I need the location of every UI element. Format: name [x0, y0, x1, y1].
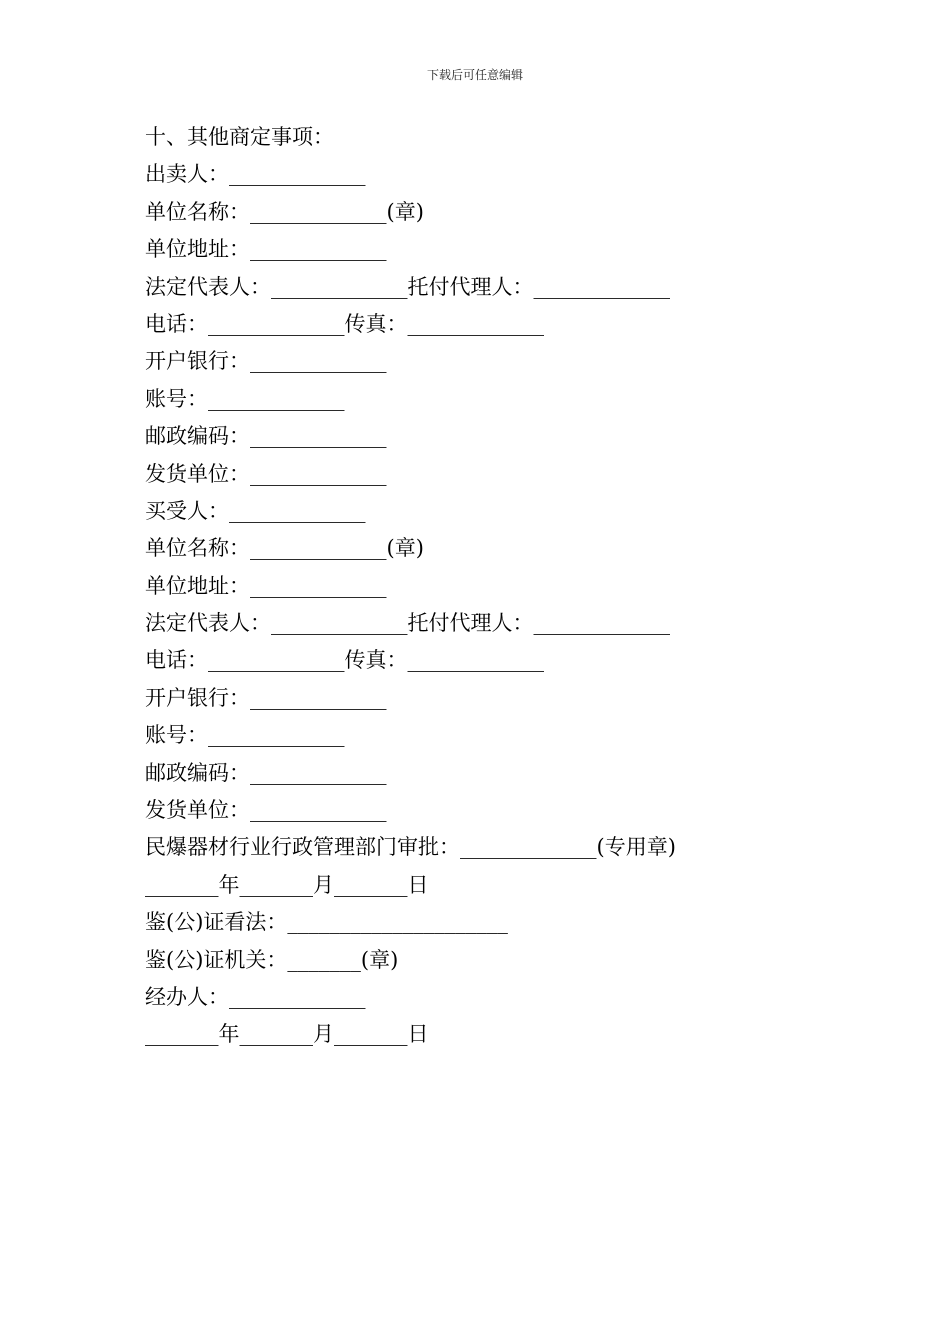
buyer-unit-address-line: 单位地址：_____________ [145, 573, 387, 598]
buyer-unit-name-line: 单位名称：_____________(章) [145, 536, 424, 561]
buyer-account-line: 账号：_____________ [145, 723, 345, 748]
section-heading: 十、其他商定事项： [145, 125, 334, 149]
seller-shipping-unit-line: 发货单位：_____________ [145, 461, 387, 486]
approval-date-line: _______年_______月_______日 [145, 872, 429, 897]
seller-bank-line: 开户银行：_____________ [145, 349, 387, 374]
buyer-postcode-line: 邮政编码：_____________ [145, 760, 387, 785]
buyer-phone-fax-line: 电话：_____________传真：_____________ [145, 648, 544, 673]
notary-office-line: 鉴(公)证机关：_______(章) [145, 947, 399, 972]
seller-representative-line: 法定代表人：_____________托付代理人：_____________ [145, 274, 670, 299]
seller-unit-address-line: 单位地址：_____________ [145, 237, 387, 262]
seller-account-line: 账号：_____________ [145, 386, 345, 411]
notary-opinion-line: 鉴(公)证看法：_____________________ [145, 910, 508, 935]
buyer-bank-line: 开户银行：_____________ [145, 685, 387, 710]
document-body [145, 119, 845, 1054]
handler-line: 经办人：_____________ [145, 984, 366, 1009]
buyer-line: 买受人：_____________ [145, 498, 366, 523]
buyer-representative-line: 法定代表人：_____________托付代理人：_____________ [145, 611, 670, 636]
seller-postcode-line: 邮政编码：_____________ [145, 424, 387, 449]
seller-unit-name-line: 单位名称：_____________(章) [145, 199, 424, 224]
buyer-shipping-unit-line: 发货单位：_____________ [145, 798, 387, 823]
seller-line: 出卖人：_____________ [145, 162, 366, 187]
approval-line: 民爆器材行业行政管理部门审批：_____________(专用章) [145, 835, 676, 860]
seller-phone-fax-line: 电话：_____________传真：_____________ [145, 311, 544, 336]
notary-date-line: _______年_______月_______日 [145, 1022, 429, 1047]
page-header-note: 下载后可任意编辑 [426, 68, 523, 82]
